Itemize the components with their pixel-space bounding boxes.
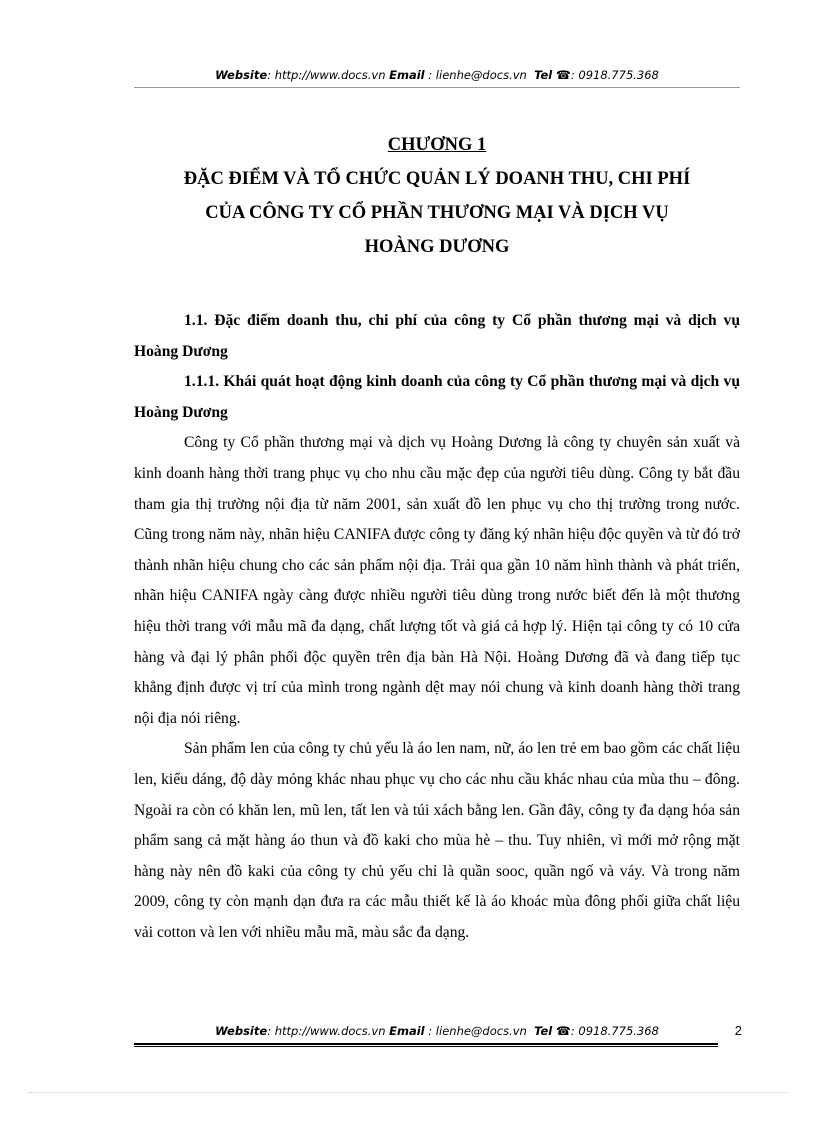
page-footer xyxy=(134,1024,740,1042)
footer-website-label: Website xyxy=(215,1024,268,1038)
footer-tel-label: Tel xyxy=(534,1024,553,1038)
header-website-label: Website xyxy=(215,68,268,82)
section-heading-1-1: 1.1. Đặc điểm doanh thu, chi phí của công ty Cổ phần thương mại và dịch vụ Hoàng Dương xyxy=(134,312,740,360)
page-bottom-dotted-line xyxy=(28,1092,788,1093)
header-tel-label: Tel xyxy=(534,68,553,82)
header-email-link[interactable]: : lienhe@docs.vn xyxy=(424,68,527,82)
chapter-title-line-3: HOÀNG DƯƠNG xyxy=(364,237,510,257)
footer-email-label: Email xyxy=(389,1024,425,1038)
footer-website-link[interactable]: : http://www.docs.vn xyxy=(267,1024,386,1038)
phone-icon: ☎ xyxy=(555,68,571,82)
page-header xyxy=(134,68,740,86)
body-paragraph-2: Sản phẩm len của công ty chủ yếu là áo len nam, nữ, áo len trẻ em bao gồm các chất liệu len, kiểu dáng, độ dày mỏng khác nhau phục vụ cho các nhu cầu khác nhau của mùa thu – đông. Ngoài ra còn có khăn len, mũ len, tất len và túi xách bằng len. Gần đây, công ty đa dạng hóa sản phẩm sang cả mặt hàng áo thun và đồ kaki cho mùa hè – thu. Tuy nhiên, vì mới mở rộng mặt hàng này nên đồ kaki của công ty chủ yếu chỉ là quần sooc, quần ngố và váy. Và trong năm 2009, công ty còn mạnh dạn đưa ra các mẫu thiết kế là áo khoác mùa đông phối giữa chất liệu vải cotton và len với nhiều mẫu mã, màu sắc đa dạng. xyxy=(134,740,740,941)
footer-rule-thick xyxy=(134,1043,718,1045)
body-paragraph-1: Công ty Cổ phần thương mại và dịch vụ Hoàng Dương là công ty chuyên sản xuất và kinh doanh hàng thời trang phục vụ cho nhu cầu mặc đẹp của người tiêu dùng. Công ty bắt đầu tham gia thị trường nội địa từ năm 2001, sản xuất đồ len phục vụ cho thị trường trong nước. Cũng trong năm này, nhãn hiệu CANIFA được công ty đăng ký nhãn hiệu độc quyền và từ đó trở thành nhãn hiệu chung cho các sản phẩm nội địa. Trải qua gần 10 năm hình thành và phát triển, nhãn hiệu CANIFA ngày càng được nhiều người tiêu dùng trong nước biết đến là một thương hiệu thời trang với mẫu mã đa dạng, chất lượng tốt và giá cả hợp lý. Hiện tại công ty có 10 cửa hàng và đại lý phân phối độc quyền trên địa bàn Hà Nội. Hoàng Dương đã và đang tiếp tục khẳng định được vị trí của mình trong ngành dệt may nói chung và kinh doanh hàng thời trang nội địa nói riêng. xyxy=(134,434,740,727)
section-heading-1-1-1: 1.1.1. Khái quát hoạt động kinh doanh của công ty Cổ phần thương mại và dịch vụ Hoàng Dương xyxy=(134,373,740,421)
header-rule xyxy=(134,87,740,88)
footer-tel-value: : 0918.775.368 xyxy=(570,1024,659,1038)
document-body xyxy=(134,306,740,948)
chapter-number: CHƯƠNG 1 xyxy=(387,135,487,155)
header-website-link[interactable]: : http://www.docs.vn xyxy=(267,68,386,82)
chapter-title-line-1: ĐẶC ĐIỂM VÀ TỔ CHỨC QUẢN LÝ DOANH THU, CHI PHÍ xyxy=(183,169,691,189)
header-email-label: Email xyxy=(389,68,425,82)
chapter-title-block xyxy=(134,134,740,258)
footer-rule-thin xyxy=(134,1046,718,1047)
footer-email-link[interactable]: : lienhe@docs.vn xyxy=(424,1024,527,1038)
chapter-title-line-2: CỦA CÔNG TY CỔ PHẦN THƯƠNG MẠI VÀ DỊCH VỤ xyxy=(205,203,669,223)
phone-icon: ☎ xyxy=(555,1024,571,1038)
header-tel-value: : 0918.775.368 xyxy=(570,68,659,82)
page-number: 2 xyxy=(734,1023,742,1038)
